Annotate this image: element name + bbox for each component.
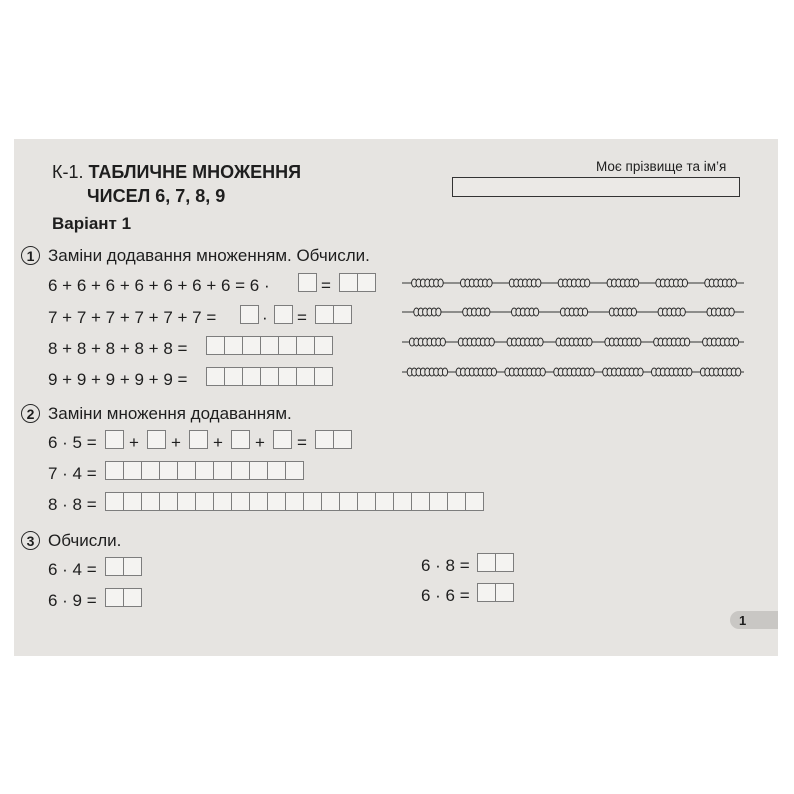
worksheet-title-line1 xyxy=(52,163,301,181)
answer-box[interactable] xyxy=(477,553,513,572)
bead xyxy=(582,308,587,316)
answer-box[interactable] xyxy=(477,583,513,602)
name-label: Моє прізвище та ім’я xyxy=(596,159,727,174)
task-number-2: 2 xyxy=(21,404,40,423)
answer-box[interactable] xyxy=(105,557,141,576)
answer-box[interactable] xyxy=(274,305,292,324)
answer-box[interactable] xyxy=(105,430,123,449)
bead xyxy=(487,279,492,287)
answer-grid[interactable] xyxy=(206,336,332,355)
answer-grid[interactable] xyxy=(105,492,483,511)
bead xyxy=(634,279,639,287)
task-2-row-2-expr: 7 · 4 = xyxy=(48,464,97,483)
bead xyxy=(440,338,445,346)
bead xyxy=(536,279,541,287)
page-number: 1 xyxy=(730,611,778,629)
bead xyxy=(538,338,543,346)
answer-box[interactable] xyxy=(298,273,316,292)
task-1-row-2-expr: 7 + 7 + 7 + 7 + 7 + 7 = xyxy=(48,308,217,327)
task-number-3: 3 xyxy=(21,531,40,550)
equals-sign: = xyxy=(297,308,307,327)
bead-string-2 xyxy=(402,304,744,320)
plus-sign: + xyxy=(129,433,139,452)
bead xyxy=(485,308,490,316)
task-3-item-1: 6 · 4 = xyxy=(48,560,97,579)
answer-box[interactable] xyxy=(315,430,351,449)
task-3-item-2: 6 · 9 = xyxy=(48,591,97,610)
task-2-row-1-expr: 6 · 5 = xyxy=(48,433,97,452)
answer-box[interactable] xyxy=(105,588,141,607)
bead xyxy=(540,368,545,376)
answer-box[interactable] xyxy=(273,430,291,449)
bead xyxy=(638,368,643,376)
name-field[interactable] xyxy=(452,177,740,197)
plus-sign: + xyxy=(255,433,265,452)
bead xyxy=(491,368,496,376)
bead-string-1 xyxy=(402,275,744,291)
answer-box[interactable] xyxy=(189,430,207,449)
bead xyxy=(589,368,594,376)
bead xyxy=(436,308,441,316)
task-2-row-3-expr: 8 · 8 = xyxy=(48,495,97,514)
task-3-instruction: Обчисли. xyxy=(48,531,122,550)
task-number-1: 1 xyxy=(21,246,40,265)
task-2-instruction: Заміни множення додаванням. xyxy=(48,404,292,423)
answer-box[interactable] xyxy=(231,430,249,449)
bead xyxy=(733,338,738,346)
bead xyxy=(489,338,494,346)
task-1-instruction: Заміни додавання множенням. Обчисли. xyxy=(48,246,370,265)
variant-label: Варіант 1 xyxy=(52,214,132,233)
bead xyxy=(731,279,736,287)
equals-sign: = xyxy=(321,276,331,295)
task-1-row-1-expr: 6 + 6 + 6 + 6 + 6 + 6 + 6 = 6 · xyxy=(48,276,270,295)
worksheet-title-line2: ЧИСЕЛ 6, 7, 8, 9 xyxy=(87,186,226,206)
bead xyxy=(534,308,539,316)
task-1-row-3-expr: 8 + 8 + 8 + 8 + 8 = xyxy=(48,339,188,358)
bead-string-4 xyxy=(402,364,744,380)
dot-sign: · xyxy=(262,308,268,327)
bead xyxy=(736,368,741,376)
answer-box[interactable] xyxy=(147,430,165,449)
answer-box[interactable] xyxy=(339,273,375,292)
answer-box[interactable] xyxy=(315,305,351,324)
plus-sign: + xyxy=(171,433,181,452)
bead xyxy=(631,308,636,316)
answer-grid[interactable] xyxy=(105,461,303,480)
bead xyxy=(438,279,443,287)
bead xyxy=(685,338,690,346)
task-3-item-4: 6 · 6 = xyxy=(421,586,470,605)
bead-string-3 xyxy=(402,334,744,350)
bead xyxy=(682,279,687,287)
bead xyxy=(585,279,590,287)
bead xyxy=(442,368,447,376)
answer-grid[interactable] xyxy=(206,367,332,386)
worksheet-code: К-1. xyxy=(52,162,84,182)
task-3-item-3: 6 · 8 = xyxy=(421,556,470,575)
plus-sign: + xyxy=(213,433,223,452)
bead xyxy=(587,338,592,346)
bead xyxy=(687,368,692,376)
bead xyxy=(636,338,641,346)
worksheet-title: ТАБЛИЧНЕ МНОЖЕННЯ xyxy=(88,162,302,182)
task-1-row-4-expr: 9 + 9 + 9 + 9 + 9 = xyxy=(48,370,188,389)
bead xyxy=(729,308,734,316)
equals-sign: = xyxy=(297,433,307,452)
bead xyxy=(680,308,685,316)
answer-box[interactable] xyxy=(240,305,258,324)
